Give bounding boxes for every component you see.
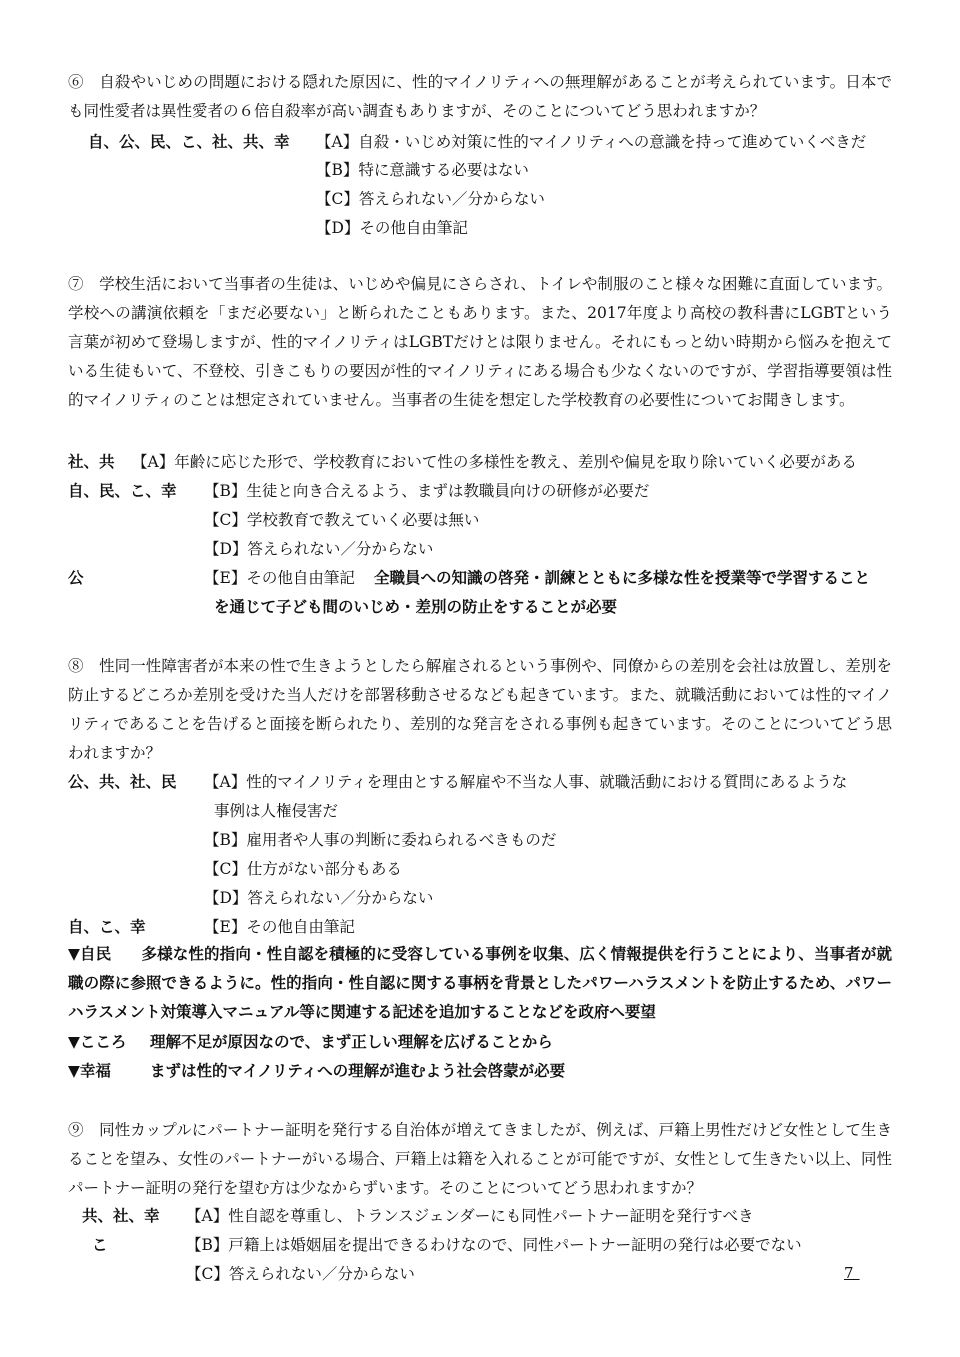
q8-comment-jimin-label: ▼自民 xyxy=(68,945,112,963)
q8-option-c: 【C】仕方がない部分もある xyxy=(204,860,402,878)
q8-option-a-line1: 【A】性的マイノリティを理由とする解雇や不当な人事、就職活動における質問にあるような xyxy=(204,773,848,791)
q8-comment-kofuku-label: ▼幸福 xyxy=(68,1062,111,1080)
q7-option-b-parties: 自、民、こ、幸 xyxy=(68,482,177,500)
q7-free-answer-line1: 全職員への知識の啓発・訓練とともに多様な性を授業等で学習すること xyxy=(374,569,871,587)
page-number: 7 xyxy=(844,1264,860,1282)
q7-option-a-parties: 社、共 xyxy=(68,453,115,471)
q9-option-b: 【B】戸籍上は婚姻届を提出できるわけなので、同性パートナー証明の発行は必要でない xyxy=(186,1236,802,1254)
q7-option-a: 【A】年齢に応じた形で、学校教育において性の多様性を教え、差別や偏見を取り除いていく必要がある xyxy=(132,453,857,471)
q8-option-a-parties: 公、共、社、民 xyxy=(68,773,177,791)
q8-option-e-parties: 自、こ、幸 xyxy=(68,918,146,936)
q7-option-b: 【B】生徒と向き合えるよう、まずは教職員向けの研修が必要だ xyxy=(204,482,650,500)
q9-option-a: 【A】性自認を尊重し、トランスジェンダーにも同性パートナー証明を発行すべき xyxy=(186,1207,754,1225)
q6-option-b: 【B】特に意識する必要はない xyxy=(316,161,529,179)
q8-option-e: 【E】その他自由筆記 xyxy=(204,918,355,936)
q9-question: ⑨ 同性カップルにパートナー証明を発行する自治体が増えてきましたが、例えば、戸籍上男性だけど女性として生きることを望み、女性のパートナーがいる場合、戸籍上は籍を入れることが可能ですが、女性として生きたい以上、同性パートナー証明の発行を望む方は少なからずいます。そのことについてどう思われますか？ xyxy=(68,1121,892,1197)
q9-option-c: 【C】答えられない／分からない xyxy=(186,1265,415,1283)
q9-option-a-parties: 共、社、幸 xyxy=(82,1207,160,1225)
q7-question: ⑦ 学校生活において当事者の生徒は、いじめや偏見にさらされ、トイレや制服のこと様々な困難に直面しています。学校への講演依頼を「まだ必要ない」と断られたこともあります。また、2017年度より高校の教科書にLGBTという言葉が初めて登場しますが、性的マイノリティはLGBTだけとは限りません。それにもっと幼い時期から悩みを抱えている生徒もいて、不登校、引きこもりの要因が性的マイノリティにある場合も少なくないのですが、学習指導要領は性的マイノリティのことは想定されていません。当事者の生徒を想定した学校教育の必要性についてお聞きします。 xyxy=(68,275,892,409)
q8-comment-kofuku-text: まずは性的マイノリティへの理解が進むよう社会啓蒙が必要 xyxy=(150,1062,566,1080)
q7-free-answer-line2: を通じて子ども間のいじめ・差別の防止をすることが必要 xyxy=(214,598,618,616)
q7-option-e: 【E】その他自由筆記 xyxy=(204,569,355,587)
q8-comment-jimin-text: 多様な性的指向・性自認を積極的に受容している事例を収集、広く情報提供を行うことにより、当事者が就職の際に参照できるように。性的指向・性自認に関する事柄を背景としたパワーハラスメントを防止するため、パワーハラスメント対策導入マニュアル等に関連する記述を追加することなどを政府へ要望 xyxy=(68,945,892,1021)
q8-option-b: 【B】雇用者や人事の判断に委ねられるべきものだ xyxy=(204,831,557,849)
q6-option-a-parties: 自、公、民、こ、社、共、幸 xyxy=(88,133,290,151)
q6-option-a: 【A】自殺・いじめ対策に性的マイノリティへの意識を持って進めていくべきだ xyxy=(316,133,867,151)
q8-option-d: 【D】答えられない／分からない xyxy=(204,889,434,907)
q8-option-a-line2: 事例は人権侵害だ xyxy=(214,802,339,820)
q8-comment-jimin xyxy=(68,940,892,1027)
q6-option-d: 【D】その他自由筆記 xyxy=(316,219,468,237)
q8-comment-kokoro-text: 理解不足が原因なので、まず正しい理解を広げることから xyxy=(150,1033,553,1051)
q7-option-d: 【D】答えられない／分からない xyxy=(204,540,434,558)
q7-option-c: 【C】学校教育で教えていく必要は無い xyxy=(204,511,480,529)
q8-question: ⑧ 性同一性障害者が本来の性で生きようとしたら解雇されるという事例や、同僚からの差別を会社は放置し、差別を防止するどころか差別を受けた当人だけを部署移動させるなども起きています。また、就職活動においては性的マイノリティであることを告げると面接を断られたり、差別的な発言をされる事例も起きています。そのことについてどう思われますか？ xyxy=(68,657,892,762)
q8-comment-kokoro-label: ▼こころ xyxy=(68,1033,127,1051)
q6-question: ⑥ 自殺やいじめの問題における隠れた原因に、性的マイノリティへの無理解があることが考えられています。日本でも同性愛者は異性愛者の６倍自殺率が高い調査もありますが、そのことについてどう思われますか？ xyxy=(68,73,892,120)
q9-option-b-parties: こ xyxy=(92,1236,108,1254)
q7-option-e-parties: 公 xyxy=(68,569,84,587)
q6-option-c: 【C】答えられない／分からない xyxy=(316,190,545,208)
